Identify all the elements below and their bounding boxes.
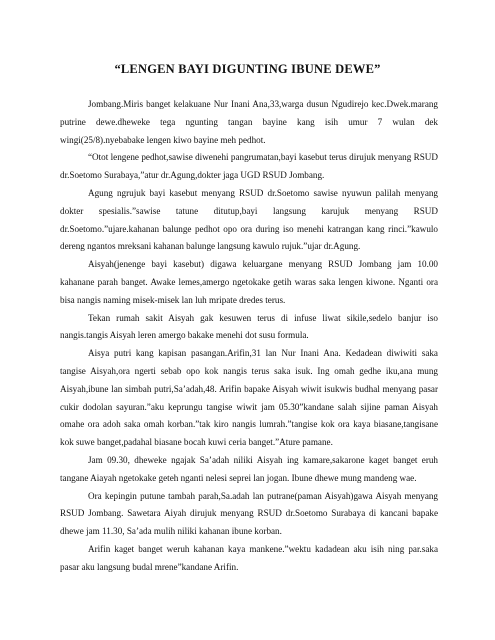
paragraph: Arifin kaget banget weruh kahanan kaya mankene.”wektu kadadean aku isih ning par.saka pasar aku langsung budal mrene”kandane Arifin. bbox=[60, 543, 438, 572]
article-body bbox=[60, 96, 438, 577]
paragraph: Aisyah(jenenge bayi kasebut) digawa keluargane menyang RSUD Jombang jam 10.00 kahanane parah banget. Awake lemes,amergo ngetokake getih waras saka lengen kiwone. Nganti ora bisa nangis naming misek-misek lan luh mripate dredes terus. bbox=[60, 259, 438, 305]
paragraph: Agung ngrujuk bayi kasebut menyang RSUD dr.Soetomo sawise nyuwun palilah menyang dokter spesialis.”sawise tatune ditutup,bayi langsung karujuk menyang RSUD dr.Soetomo.”ujare.kahanan balunge pedhot opo ora during iso menehi katrangan kang rinci.”kawulo dereng ngantos mreksani kahanan balunge langsung kawulo rujuk.”ujar dr.Agung. bbox=[60, 187, 438, 252]
paragraph: “Otot lengene pedhot,sawise diwenehi pangrumatan,bayi kasebut terus dirujuk menyang RSUD dr.Soetomo Surabaya,”atur dr.Agung,dokter jaga UGD RSUD Jombang. bbox=[60, 152, 438, 181]
document-title: “LENGEN BAYI DIGUNTING IBUNE DEWE” bbox=[114, 62, 381, 76]
paragraph: Jam 09.30, dheweke ngajak Sa’adah niliki Aisyah ing kamare,sakarone kaget banget eruh tangane Aiayah ngetokake geteh nganti nelesi seprei lan jogan. Ibune dhewe mung mandeng wae. bbox=[60, 454, 438, 483]
paragraph: Ora kepingin putune tambah parah,Sa.adah lan putrane(paman Aisyah)gawa Aisyah menyang RSUD Jombang. Sawetara Aiyah dirujuk menyang RSUD dr.Soetomo Surabaya di kancani bapake dhewe jam 11.30, Sa’ada mulih niliki kahanan ibune korban. bbox=[60, 490, 438, 537]
paragraph: Jombang.Miris banget kelakuane Nur Inani Ana,33,warga dusun Ngudirejo kec.Dwek.marang putrine dewe.dheweke tega ngunting tangan bayine kang isih umur 7 wulan dek wingi(25/8).nyebabake lengen kiwo bayine meh pedhot. bbox=[60, 99, 438, 145]
paragraph: Aisya putri kang kapisan pasangan.Arifin,31 lan Nur Inani Ana. Kedadean diwiwiti saka tangise Aisyah,ora ngerti sebab opo kok nangis terus saka isuk. Ing omah gedhe iku,ana mung Aisyah,ibune lan simbah putri,Sa’adah,48. Arifin bapake Aisyah wiwit isukwis budhal menyang pasar cukir dodolan sayuran.”aku keprungu tangise wiwit jam 05.30”kandane salah sijine paman Aisyah omahe ora adoh saka omah korban.”tak kiro nangis lumrah.”tangise kok ora kaya biasane,tangisane kok suwe banget,padahal biasane bocah kuwi ceria banget.”Ature pamane. bbox=[60, 348, 438, 448]
paragraph: Tekan rumah sakit Aisyah gak kesuwen terus di infuse liwat sikile,sedelo banjur iso nangis.tangis Aisyah leren amergo bakake menehi dot susu formula. bbox=[60, 312, 438, 341]
